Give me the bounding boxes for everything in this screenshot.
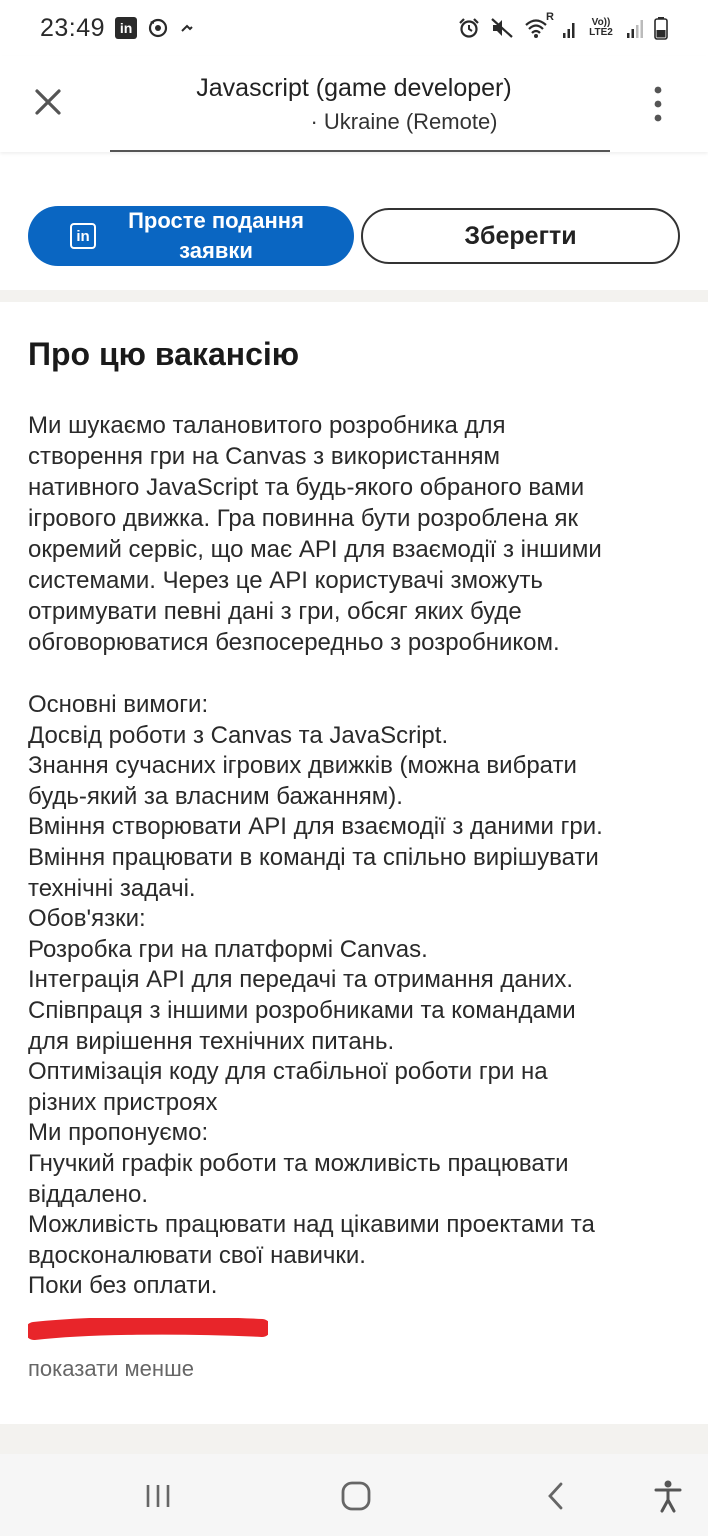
status-time: 23:49 bbox=[40, 13, 106, 42]
recents-button[interactable] bbox=[138, 1476, 178, 1516]
details-line: Обов'язки: bbox=[28, 905, 146, 933]
arrow-icon bbox=[179, 20, 195, 36]
sync-icon bbox=[147, 17, 169, 39]
details-line: Вміння працювати в команді та спільно вирішувати технічні задачі. bbox=[28, 843, 599, 902]
details-line: Знання сучасних ігрових движків (можна вибрати будь-який за власним бажанням). bbox=[28, 752, 577, 810]
linkedin-icon: in bbox=[115, 17, 137, 39]
section-title: Про цю вакансію bbox=[28, 336, 300, 372]
status-right bbox=[458, 11, 668, 40]
home-icon bbox=[340, 1480, 372, 1512]
details-line: Досвід роботи з Canvas та JavaScript. bbox=[28, 721, 449, 749]
status-bar bbox=[0, 0, 708, 56]
section-divider bbox=[0, 290, 708, 302]
details-line: Інтеграція API для передачі та отримання даних. bbox=[28, 966, 574, 994]
recents-icon bbox=[143, 1482, 173, 1510]
details-line: Основні вимоги: bbox=[28, 691, 209, 718]
back-icon bbox=[544, 1480, 568, 1512]
details-line: Вміння створювати API для взаємодії з даними гри. bbox=[28, 813, 603, 841]
status-left bbox=[40, 14, 195, 43]
job-title: Javascript (game developer) bbox=[196, 74, 512, 102]
show-less-link[interactable]: показати менше bbox=[28, 1356, 194, 1381]
job-details-list bbox=[28, 690, 688, 1302]
back-button[interactable] bbox=[536, 1476, 576, 1516]
battery-icon bbox=[654, 16, 668, 40]
details-line: Гнучкий графік роботи та можливість працювати віддалено. bbox=[28, 1149, 569, 1208]
details-line: Співпраця з іншими розробниками та командами для вирішення технічних питань. bbox=[28, 996, 576, 1055]
home-button[interactable] bbox=[336, 1476, 376, 1516]
accessibility-button[interactable] bbox=[648, 1476, 688, 1516]
wifi-icon bbox=[524, 11, 554, 39]
job-location: · Ukraine (Remote) bbox=[310, 109, 498, 134]
wifi-badge: R bbox=[546, 11, 554, 23]
details-line: Розробка гри на платформі Canvas. bbox=[28, 935, 428, 963]
easy-apply-button[interactable] bbox=[28, 206, 354, 266]
details-line: Оптимізація коду для стабільної роботи гри на різних пристроях bbox=[28, 1058, 548, 1116]
alarm-icon bbox=[458, 17, 480, 39]
accessibility-icon bbox=[653, 1479, 683, 1513]
easy-apply-label: Просте подання заявки bbox=[128, 208, 304, 263]
job-description: Ми шукаємо талановитого розробника для створення гри на Canvas з використанням нативного JavaScript та будь-якого обраного вами ігрового движка. Гра повинна бути розроблена як окремий сервіс, що має API для взаємодії з іншими системами. Через це API користувачі зможуть отримувати певні дані з гри, обсяг яких буде обговорюватися безпосередньо з розробником. bbox=[28, 412, 602, 656]
linkedin-icon: in bbox=[70, 223, 96, 249]
mute-icon bbox=[490, 17, 514, 39]
scrolled-content-edge bbox=[110, 148, 610, 154]
signal2-icon bbox=[626, 17, 644, 39]
more-options-button[interactable] bbox=[646, 82, 670, 126]
signal-icon bbox=[562, 17, 576, 39]
red-marker-annotation bbox=[28, 1318, 268, 1342]
details-line: Ми пропонуємо: bbox=[28, 1119, 209, 1147]
app-bar bbox=[0, 56, 708, 152]
details-line: Поки без оплати. bbox=[28, 1272, 218, 1300]
section-divider-bottom bbox=[0, 1424, 708, 1454]
save-button[interactable]: Зберегти bbox=[361, 208, 680, 264]
system-nav-bar bbox=[0, 1454, 708, 1536]
more-vertical-icon bbox=[646, 82, 670, 126]
volte-icon: Vo)) LTE2 bbox=[589, 17, 613, 38]
details-line: Можливість працювати над цікавими проектами та вдосконалювати свої навички. bbox=[28, 1211, 595, 1269]
